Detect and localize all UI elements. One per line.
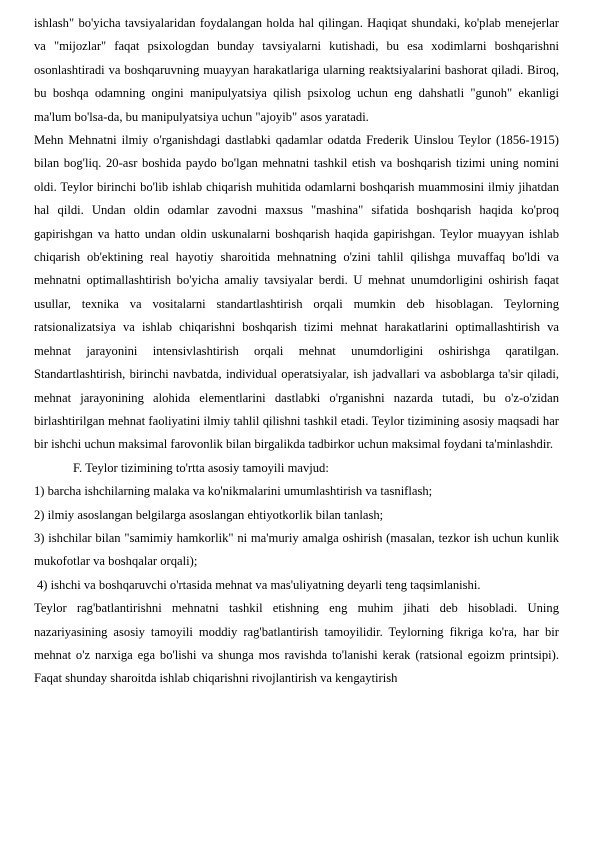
paragraph-taylor: Mehn Mehnatni ilmiy o'rganishdagi dastlabki qadamlar odatda Frederik Uinslou Teylor (1856-1915) bilan bog'liq. 20-asr boshida paydo bo'lgan mehnatni tashkil etish va boshqarish tizimi uning nomini oldi. Teylor birinchi bo'lib ishlab chiqarish muhitida odamlarni boshqarish muammosini ilmiy jihatdan hal qildi. Undan oldin odamlar zavodni maxsus "mashina" sifatida boshqarish haqida ko'proq gapirishgan va hatto undan oldin uskunalarni boshqarish haqida gapirishgan. Teylor muayyan ishlab chiqarish ob'ektining real hayotiy sharoitida mehnatning o'zini tahlil qilishga muvaffaq bo'ldi va mehnatni optimallashtirish bo'yicha amaliy tavsiyalar berdi. U mehnat unumdorligini oshirish faqat usullar, texnika va vositalarni standartlashtirish orqali mumkin deb hisoblagan. Teylorning ratsionalizatsiya va ishlab chiqarishni boshqarish tizimi mehnat harakatlarini optimallashtirish va mehnat jarayonini intensivlashtirish orqali mehnat unumdorligini oshirishga qaratilgan. Standartlashtirish, birinchi navbatda, individual operatsiyalar, ish jadvallari va asboblarga ta'sir qiladi, mehnat jarayonining alohida elementlarini dastlabki o'rganishni nazarda tutadi, bu o'z-o'zidan birlashtirilgan mehnat faoliyatini ilmiy tahlil qilishni tashkil etadi. Teylor tizimining asosiy maqsadi har bir ishchi uchun maksimal farovonlik bilan birgalikda tadbirkor uchun maksimal foydani ta'minlashdir. (34, 133, 559, 452)
paragraph-principles-heading: F. Teylor tizimining to'rtta asosiy tamoyili mavjud: (73, 460, 329, 475)
paragraph-incentives: Teylor rag'batlantirishni mehnatni tashkil etishning eng muhim jihati deb hisobladi. Uning nazariyasining asosiy tamoyili moddiy rag'batlantirish tamoyilidir. Teylorning fikriga ko'ra, har bir mehnat o'z narxiga ega bo'lishi va shunga mos ravishda to'lanishi kerak (ratsional egoizm printsipi). Faqat shunday sharoitda ishlab chiqarishni rivojlantirish va kengaytirish (34, 601, 559, 686)
paragraph-intro: ishlash" bo'yicha tavsiyalaridan foydalangan holda hal qilingan. Haqiqat shundaki, ko'plab menejerlar va "mijozlar" faqat psixologdan bunday tavsiyalarni kutishadi, bu esa xodimlarni boshqarishni osonlashtiradi va boshqaruvning muayyan harakatlariga ularning reaktsiyalarini bashorat qiladi. Biroq, bu boshqa odamning ongini manipulyatsiya qilish psixolog uchun eng dahshatli "gunoh" ekanligi ma'lum bo'lsa-da, bu manipulyatsiya uchun "ajoyib" asos yaratadi. (34, 16, 559, 124)
list-item-principle-3: 3) ishchilar bilan "samimiy hamkorlik" ni ma'muriy amalga oshirish (masalan, tezkor ish uchun kunlik mukofotlar va boshqalar orqali); (34, 530, 559, 569)
document-page (34, 12, 559, 691)
list-item-principle-2: 2) ilmiy asoslangan belgilarga asoslangan ehtiyotkorlik bilan tanlash; (34, 507, 384, 522)
list-item-principle-1: 1) barcha ishchilarning malaka va ko'nikmalarini umumlashtirish va tasniflash; (34, 484, 433, 499)
list-item-principle-4: 4) ishchi va boshqaruvchi o'rtasida mehnat va mas'uliyatning deyarli teng taqsimlanishi. (37, 577, 481, 592)
